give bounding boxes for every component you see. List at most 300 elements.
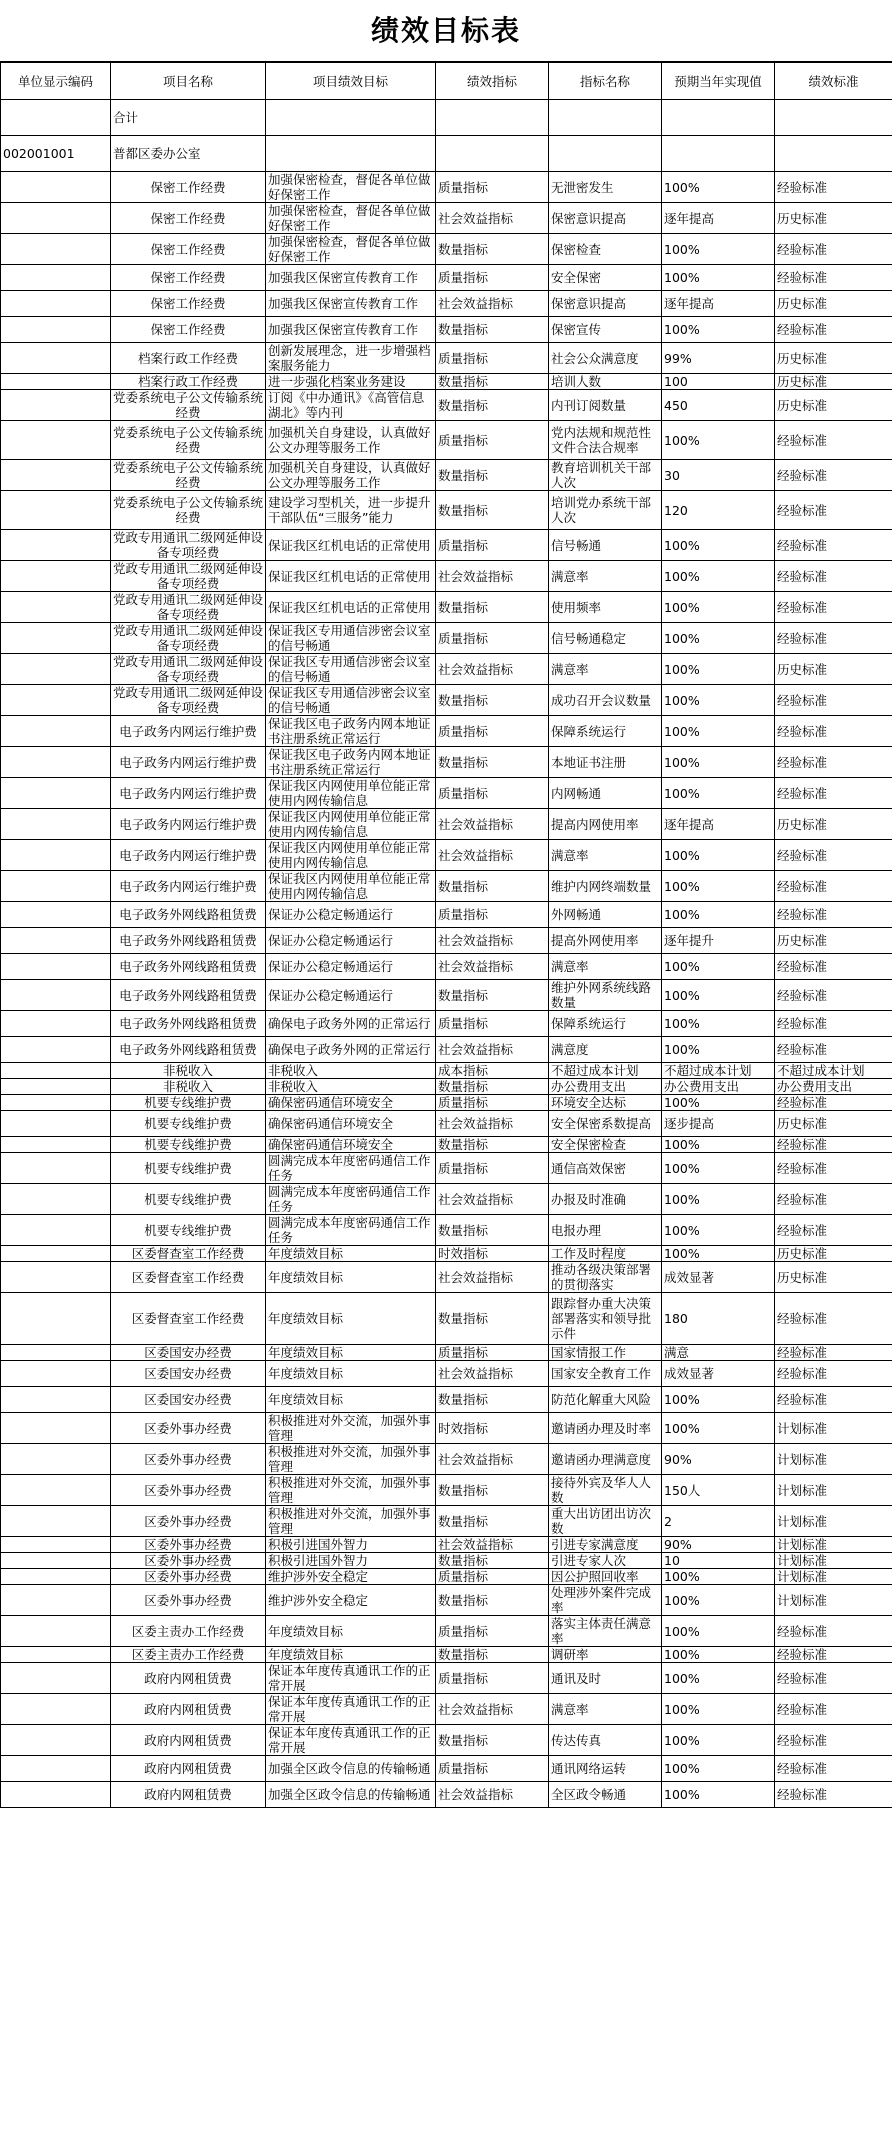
- indicator-name-cell: 调研率: [549, 1647, 662, 1663]
- project-goal-cell: 保证本年度传真通讯工作的正常开展: [266, 1694, 436, 1725]
- project-name-cell: 区委外事办经费: [111, 1506, 266, 1537]
- standard-cell: 经验标准: [775, 561, 892, 592]
- standard-cell: 历史标准: [775, 203, 892, 234]
- standard-cell: 历史标准: [775, 374, 892, 390]
- standard-cell: 经验标准: [775, 1037, 892, 1063]
- project-goal-cell: 积极引进国外智力: [266, 1553, 436, 1569]
- project-name-cell: 区委外事办经费: [111, 1569, 266, 1585]
- indicator-type-cell: 成本指标: [436, 1063, 549, 1079]
- project-goal-cell: 年度绩效目标: [266, 1345, 436, 1361]
- expected-value-cell: 逐步提高: [662, 1111, 775, 1137]
- project-name-cell: 机要专线维护费: [111, 1215, 266, 1246]
- project-goal-cell: 积极推进对外交流，加强外事管理: [266, 1506, 436, 1537]
- table-row: [1, 1569, 892, 1585]
- table-row: [1, 1293, 892, 1345]
- project-name-cell: 政府内网租赁费: [111, 1782, 266, 1808]
- project-goal-cell: 保证办公稳定畅通运行: [266, 902, 436, 928]
- project-name-cell: 机要专线维护费: [111, 1095, 266, 1111]
- project-name-cell: 保密工作经费: [111, 172, 266, 203]
- standard-cell: 经验标准: [775, 265, 892, 291]
- project-goal-cell: 维护涉外安全稳定: [266, 1569, 436, 1585]
- expected-value-cell: 180: [662, 1293, 775, 1345]
- expected-value-cell: 100%: [662, 317, 775, 343]
- indicator-name-cell: 满意率: [549, 954, 662, 980]
- standard-cell: 计划标准: [775, 1569, 892, 1585]
- project-name-cell: 机要专线维护费: [111, 1153, 266, 1184]
- table-row: [1, 623, 892, 654]
- indicator-type-cell: 质量指标: [436, 902, 549, 928]
- unit-code-cell: [1, 1361, 111, 1387]
- project-goal-cell: 加强保密检查，督促各单位做好保密工作: [266, 234, 436, 265]
- expected-value-cell: 120: [662, 491, 775, 530]
- unit-code-cell: [1, 980, 111, 1011]
- unit-code-cell: [1, 954, 111, 980]
- standard-cell: 计划标准: [775, 1475, 892, 1506]
- indicator-name-cell: 教育培训机关干部人次: [549, 460, 662, 491]
- table-row: [1, 203, 892, 234]
- unit-code-cell: [1, 343, 111, 374]
- indicator-name-cell: 提高外网使用率: [549, 928, 662, 954]
- standard-cell: 经验标准: [775, 623, 892, 654]
- project-goal-cell: 积极推进对外交流，加强外事管理: [266, 1475, 436, 1506]
- project-goal-cell: 年度绩效目标: [266, 1647, 436, 1663]
- indicator-type-cell: 社会效益指标: [436, 561, 549, 592]
- standard-cell: 经验标准: [775, 778, 892, 809]
- unit-code-cell: [1, 561, 111, 592]
- project-name-cell: 党委系统电子公文传输系统经费: [111, 390, 266, 421]
- project-name-cell: 区委外事办经费: [111, 1585, 266, 1616]
- project-goal-cell: 加强我区保密宣传教育工作: [266, 265, 436, 291]
- unit-code-cell: [1, 234, 111, 265]
- table-row: [1, 654, 892, 685]
- standard-cell: 经验标准: [775, 1616, 892, 1647]
- table-row: [1, 685, 892, 716]
- expected-value-cell: 100%: [662, 1725, 775, 1756]
- standard-cell: 经验标准: [775, 1663, 892, 1694]
- project-goal-cell: 确保密码通信环境安全: [266, 1137, 436, 1153]
- indicator-type-cell: 数量指标: [436, 460, 549, 491]
- project-goal-cell: 建设学习型机关，进一步提升干部队伍“三服务”能力: [266, 491, 436, 530]
- standard-cell: 计划标准: [775, 1444, 892, 1475]
- indicator-type-cell: 数量指标: [436, 1215, 549, 1246]
- table-row: [1, 1037, 892, 1063]
- table-row: [1, 1345, 892, 1361]
- unit-code-cell: [1, 1095, 111, 1111]
- expected-value-cell: 逐年提高: [662, 291, 775, 317]
- unit-code-cell: [1, 592, 111, 623]
- project-name-cell: 档案行政工作经费: [111, 343, 266, 374]
- indicator-name-cell: 邀请函办理满意度: [549, 1444, 662, 1475]
- unit-code-cell: [1, 840, 111, 871]
- expected-value-cell: 90%: [662, 1537, 775, 1553]
- indicator-name-cell: 通信高效保密: [549, 1153, 662, 1184]
- table-row: [1, 871, 892, 902]
- project-name-cell: 政府内网租赁费: [111, 1663, 266, 1694]
- indicator-name-cell: 通讯及时: [549, 1663, 662, 1694]
- project-name-cell: 政府内网租赁费: [111, 1725, 266, 1756]
- table-row: [1, 902, 892, 928]
- unit-code-cell: [1, 1756, 111, 1782]
- indicator-type-cell: 质量指标: [436, 1616, 549, 1647]
- project-name-cell: 党政专用通讯二级网延伸设备专项经费: [111, 685, 266, 716]
- indicator-type-cell: 社会效益指标: [436, 1694, 549, 1725]
- table-row: [1, 1782, 892, 1808]
- indicator-name-cell: 党内法规和规范性文件合法合规率: [549, 421, 662, 460]
- project-goal-cell: 年度绩效目标: [266, 1616, 436, 1647]
- indicator-type-cell: 数量指标: [436, 234, 549, 265]
- indicator-name-cell: 无泄密发生: [549, 172, 662, 203]
- unit-code-cell: [1, 1647, 111, 1663]
- project-goal-cell: 加强保密检查，督促各单位做好保密工作: [266, 172, 436, 203]
- indicator-type-cell: 社会效益指标: [436, 1111, 549, 1137]
- expected-value-cell: 100%: [662, 1756, 775, 1782]
- expected-value-cell: 100%: [662, 1663, 775, 1694]
- standard-cell: 经验标准: [775, 716, 892, 747]
- project-goal-cell: 加强保密检查，督促各单位做好保密工作: [266, 203, 436, 234]
- indicator-type-cell: 质量指标: [436, 1569, 549, 1585]
- project-name-cell: 区委主责办工作经费: [111, 1647, 266, 1663]
- indicator-type-cell: 质量指标: [436, 1011, 549, 1037]
- indicator-type-cell: 数量指标: [436, 1553, 549, 1569]
- standard-cell: 经验标准: [775, 1153, 892, 1184]
- expected-value-cell: 100%: [662, 561, 775, 592]
- project-goal-cell: 圆满完成本年度密码通信工作任务: [266, 1215, 436, 1246]
- standard-cell: 经验标准: [775, 317, 892, 343]
- indicator-type-cell: 数量指标: [436, 1585, 549, 1616]
- indicator-name-cell: 推动各级决策部署的贯彻落实: [549, 1262, 662, 1293]
- standard-cell: 计划标准: [775, 1553, 892, 1569]
- project-goal-cell: 年度绩效目标: [266, 1361, 436, 1387]
- unit-code-cell: [1, 1262, 111, 1293]
- indicator-name-cell: 办公费用支出: [549, 1079, 662, 1095]
- project-name-cell: 电子政务外网线路租赁费: [111, 902, 266, 928]
- expected-value-cell: 10: [662, 1553, 775, 1569]
- total-label: 合计: [111, 100, 266, 136]
- unit-code-cell: [1, 421, 111, 460]
- unit-row: [1, 136, 892, 172]
- expected-value-cell: 100%: [662, 530, 775, 561]
- header-indicator-name: 指标名称: [549, 63, 662, 100]
- unit-code-cell: [1, 1079, 111, 1095]
- project-goal-cell: 积极推进对外交流，加强外事管理: [266, 1413, 436, 1444]
- standard-cell: 经验标准: [775, 1725, 892, 1756]
- unit-code-cell: [1, 871, 111, 902]
- page-title: 绩效目标表: [0, 0, 892, 62]
- table-row: [1, 530, 892, 561]
- header-project-name: 项目名称: [111, 63, 266, 100]
- indicator-type-cell: 质量指标: [436, 1663, 549, 1694]
- expected-value-cell: 100%: [662, 747, 775, 778]
- indicator-type-cell: 数量指标: [436, 980, 549, 1011]
- expected-value-cell: 100%: [662, 1037, 775, 1063]
- table-row: [1, 1537, 892, 1553]
- expected-value-cell: 100%: [662, 1184, 775, 1215]
- indicator-type-cell: 社会效益指标: [436, 291, 549, 317]
- indicator-name-cell: 保密宣传: [549, 317, 662, 343]
- project-goal-cell: 加强机关自身建设，认真做好公文办理等服务工作: [266, 421, 436, 460]
- expected-value-cell: 100%: [662, 172, 775, 203]
- expected-value-cell: 100%: [662, 980, 775, 1011]
- standard-cell: 经验标准: [775, 1095, 892, 1111]
- indicator-name-cell: 内网畅通: [549, 778, 662, 809]
- table-row: [1, 1616, 892, 1647]
- standard-cell: 计划标准: [775, 1537, 892, 1553]
- standard-cell: 历史标准: [775, 1111, 892, 1137]
- table-row: [1, 778, 892, 809]
- project-name-cell: 区委主责办工作经费: [111, 1616, 266, 1647]
- project-name-cell: 区委外事办经费: [111, 1537, 266, 1553]
- standard-cell: 历史标准: [775, 809, 892, 840]
- indicator-type-cell: 数量指标: [436, 1475, 549, 1506]
- table-row: [1, 1137, 892, 1153]
- expected-value-cell: 100%: [662, 1153, 775, 1184]
- unit-code-cell: [1, 1444, 111, 1475]
- standard-cell: 经验标准: [775, 747, 892, 778]
- project-name-cell: 区委外事办经费: [111, 1444, 266, 1475]
- standard-cell: 经验标准: [775, 491, 892, 530]
- standard-cell: 经验标准: [775, 1345, 892, 1361]
- standard-cell: 经验标准: [775, 1137, 892, 1153]
- indicator-name-cell: 保障系统运行: [549, 716, 662, 747]
- unit-code-cell: [1, 1585, 111, 1616]
- indicator-type-cell: 数量指标: [436, 747, 549, 778]
- indicator-name-cell: 环境安全达标: [549, 1095, 662, 1111]
- project-name-cell: 电子政务外网线路租赁费: [111, 980, 266, 1011]
- indicator-name-cell: 安全保密系数提高: [549, 1111, 662, 1137]
- project-name-cell: 党委系统电子公文传输系统经费: [111, 491, 266, 530]
- project-goal-cell: 积极推进对外交流，加强外事管理: [266, 1444, 436, 1475]
- table-row: [1, 172, 892, 203]
- project-name-cell: 保密工作经费: [111, 234, 266, 265]
- unit-code-cell: [1, 265, 111, 291]
- expected-value-cell: 100%: [662, 592, 775, 623]
- unit-code-cell: [1, 902, 111, 928]
- project-goal-cell: 年度绩效目标: [266, 1387, 436, 1413]
- indicator-type-cell: 社会效益指标: [436, 1537, 549, 1553]
- unit-code-cell: [1, 654, 111, 685]
- unit-code-cell: [1, 1616, 111, 1647]
- standard-cell: 经验标准: [775, 840, 892, 871]
- expected-value-cell: 100%: [662, 421, 775, 460]
- indicator-name-cell: 引进专家满意度: [549, 1537, 662, 1553]
- indicator-name-cell: 防范化解重大风险: [549, 1387, 662, 1413]
- project-goal-cell: 圆满完成本年度密码通信工作任务: [266, 1184, 436, 1215]
- indicator-type-cell: 时效指标: [436, 1246, 549, 1262]
- table-row: [1, 1725, 892, 1756]
- unit-code-cell: [1, 1184, 111, 1215]
- indicator-name-cell: 落实主体责任满意率: [549, 1616, 662, 1647]
- unit-code-cell: [1, 1694, 111, 1725]
- project-name-cell: 党政专用通讯二级网延伸设备专项经费: [111, 592, 266, 623]
- table-row: [1, 561, 892, 592]
- indicator-type-cell: 数量指标: [436, 1647, 549, 1663]
- indicator-type-cell: 数量指标: [436, 1293, 549, 1345]
- indicator-name-cell: 跟踪督办重大决策部署落实和领导批示件: [549, 1293, 662, 1345]
- unit-code-cell: [1, 809, 111, 840]
- project-goal-cell: 积极引进国外智力: [266, 1537, 436, 1553]
- indicator-name-cell: 保密检查: [549, 234, 662, 265]
- indicator-type-cell: 质量指标: [436, 1153, 549, 1184]
- unit-code-cell: [1, 928, 111, 954]
- table-row: [1, 716, 892, 747]
- expected-value-cell: 成效显著: [662, 1361, 775, 1387]
- unit-code-cell: [1, 1246, 111, 1262]
- project-name-cell: 电子政务内网运行维护费: [111, 747, 266, 778]
- project-name-cell: 区委外事办经费: [111, 1413, 266, 1444]
- project-goal-cell: 保证我区专用通信涉密会议室的信号畅通: [266, 654, 436, 685]
- expected-value-cell: 99%: [662, 343, 775, 374]
- project-name-cell: 政府内网租赁费: [111, 1756, 266, 1782]
- header-standard: 绩效标准: [775, 63, 892, 100]
- indicator-name-cell: 国家安全教育工作: [549, 1361, 662, 1387]
- project-goal-cell: 年度绩效目标: [266, 1246, 436, 1262]
- standard-cell: 经验标准: [775, 1011, 892, 1037]
- standard-cell: 经验标准: [775, 902, 892, 928]
- table-row: [1, 460, 892, 491]
- indicator-name-cell: 通讯网络运转: [549, 1756, 662, 1782]
- project-name-cell: 机要专线维护费: [111, 1184, 266, 1215]
- unit-code-cell: [1, 623, 111, 654]
- table-row: [1, 1444, 892, 1475]
- unit-code-cell: [1, 530, 111, 561]
- project-goal-cell: 订阅《中办通讯》《高管信息湖北》等内刊: [266, 390, 436, 421]
- project-name-cell: 电子政务内网运行维护费: [111, 840, 266, 871]
- expected-value-cell: 100%: [662, 1137, 775, 1153]
- indicator-name-cell: 培训党办系统干部人次: [549, 491, 662, 530]
- project-name-cell: 党委系统电子公文传输系统经费: [111, 460, 266, 491]
- indicator-type-cell: 数量指标: [436, 390, 549, 421]
- unit-code-cell: [1, 1137, 111, 1153]
- project-name-cell: 保密工作经费: [111, 317, 266, 343]
- project-goal-cell: 加强全区政令信息的传输畅通: [266, 1782, 436, 1808]
- indicator-type-cell: 社会效益指标: [436, 1262, 549, 1293]
- unit-code-cell: [1, 1153, 111, 1184]
- project-goal-cell: 加强机关自身建设，认真做好公文办理等服务工作: [266, 460, 436, 491]
- project-goal-cell: 保证我区内网使用单位能正常使用内网传输信息: [266, 840, 436, 871]
- indicator-name-cell: 工作及时程度: [549, 1246, 662, 1262]
- project-goal-cell: 圆满完成本年度密码通信工作任务: [266, 1153, 436, 1184]
- project-name-cell: 保密工作经费: [111, 291, 266, 317]
- expected-value-cell: 100: [662, 374, 775, 390]
- project-goal-cell: 保证我区电子政务内网本地证书注册系统正常运行: [266, 716, 436, 747]
- project-goal-cell: 保证我区电子政务内网本地证书注册系统正常运行: [266, 747, 436, 778]
- indicator-name-cell: 提高内网使用率: [549, 809, 662, 840]
- unit-code-cell: [1, 1537, 111, 1553]
- expected-value-cell: 100%: [662, 1387, 775, 1413]
- indicator-name-cell: 安全保密: [549, 265, 662, 291]
- project-goal-cell: 确保密码通信环境安全: [266, 1095, 436, 1111]
- indicator-type-cell: 社会效益指标: [436, 1782, 549, 1808]
- indicator-type-cell: 数量指标: [436, 1725, 549, 1756]
- project-goal-cell: 确保密码通信环境安全: [266, 1111, 436, 1137]
- project-goal-cell: 保证本年度传真通讯工作的正常开展: [266, 1725, 436, 1756]
- standard-cell: 经验标准: [775, 1361, 892, 1387]
- expected-value-cell: 100%: [662, 778, 775, 809]
- indicator-type-cell: 时效指标: [436, 1413, 549, 1444]
- standard-cell: 经验标准: [775, 1293, 892, 1345]
- standard-cell: 经验标准: [775, 685, 892, 716]
- expected-value-cell: 逐年提升: [662, 928, 775, 954]
- unit-code-cell: [1, 1215, 111, 1246]
- table-row: [1, 809, 892, 840]
- indicator-name-cell: 信号畅通: [549, 530, 662, 561]
- project-goal-cell: 非税收入: [266, 1079, 436, 1095]
- indicator-type-cell: 社会效益指标: [436, 1444, 549, 1475]
- project-name-cell: 电子政务内网运行维护费: [111, 778, 266, 809]
- indicator-type-cell: 质量指标: [436, 716, 549, 747]
- project-name-cell: 电子政务外网线路租赁费: [111, 928, 266, 954]
- indicator-type-cell: 质量指标: [436, 1095, 549, 1111]
- indicator-name-cell: 国家情报工作: [549, 1345, 662, 1361]
- table-row: [1, 1246, 892, 1262]
- standard-cell: 经验标准: [775, 954, 892, 980]
- standard-cell: 计划标准: [775, 1413, 892, 1444]
- indicator-name-cell: 满意率: [549, 654, 662, 685]
- table-row: [1, 980, 892, 1011]
- project-goal-cell: 加强我区保密宣传教育工作: [266, 291, 436, 317]
- standard-cell: 经验标准: [775, 172, 892, 203]
- table-row: [1, 1475, 892, 1506]
- indicator-type-cell: 数量指标: [436, 1079, 549, 1095]
- project-name-cell: 机要专线维护费: [111, 1111, 266, 1137]
- project-goal-cell: 创新发展理念，进一步增强档案服务能力: [266, 343, 436, 374]
- project-name-cell: 电子政务内网运行维护费: [111, 871, 266, 902]
- standard-cell: 经验标准: [775, 1387, 892, 1413]
- table-row: [1, 1585, 892, 1616]
- expected-value-cell: 成效显著: [662, 1262, 775, 1293]
- unit-code-cell: [1, 1037, 111, 1063]
- expected-value-cell: 100%: [662, 1011, 775, 1037]
- indicator-type-cell: 社会效益指标: [436, 954, 549, 980]
- table-row: [1, 1694, 892, 1725]
- indicator-name-cell: 保密意识提高: [549, 291, 662, 317]
- project-name-cell: 区委督查室工作经费: [111, 1262, 266, 1293]
- indicator-type-cell: 数量指标: [436, 317, 549, 343]
- unit-name: 普都区委办公室: [111, 136, 266, 172]
- table-row: [1, 1215, 892, 1246]
- indicator-name-cell: 办报及时准确: [549, 1184, 662, 1215]
- expected-value-cell: 满意: [662, 1345, 775, 1361]
- unit-code-cell: [1, 1011, 111, 1037]
- standard-cell: 经验标准: [775, 980, 892, 1011]
- table-row: [1, 291, 892, 317]
- table-row: [1, 1387, 892, 1413]
- expected-value-cell: 100%: [662, 1215, 775, 1246]
- unit-code-cell: [1, 1663, 111, 1694]
- expected-value-cell: 逐年提高: [662, 203, 775, 234]
- project-goal-cell: 保证我区内网使用单位能正常使用内网传输信息: [266, 871, 436, 902]
- standard-cell: 经验标准: [775, 530, 892, 561]
- indicator-type-cell: 数量指标: [436, 871, 549, 902]
- table-header-row: [1, 63, 892, 100]
- project-goal-cell: 确保电子政务外网的正常运行: [266, 1011, 436, 1037]
- project-name-cell: 非税收入: [111, 1063, 266, 1079]
- project-goal-cell: 年度绩效目标: [266, 1262, 436, 1293]
- project-goal-cell: 保证我区内网使用单位能正常使用内网传输信息: [266, 809, 436, 840]
- indicator-type-cell: 质量指标: [436, 172, 549, 203]
- unit-code-cell: [1, 1475, 111, 1506]
- indicator-name-cell: 满意率: [549, 840, 662, 871]
- standard-cell: 计划标准: [775, 1585, 892, 1616]
- unit-code-cell: [1, 1782, 111, 1808]
- project-name-cell: 区委外事办经费: [111, 1553, 266, 1569]
- project-goal-cell: 保证我区红机电话的正常使用: [266, 592, 436, 623]
- expected-value-cell: 100%: [662, 265, 775, 291]
- project-goal-cell: 保证办公稳定畅通运行: [266, 954, 436, 980]
- project-name-cell: 机要专线维护费: [111, 1137, 266, 1153]
- unit-code-cell: [1, 716, 111, 747]
- indicator-type-cell: 数量指标: [436, 1506, 549, 1537]
